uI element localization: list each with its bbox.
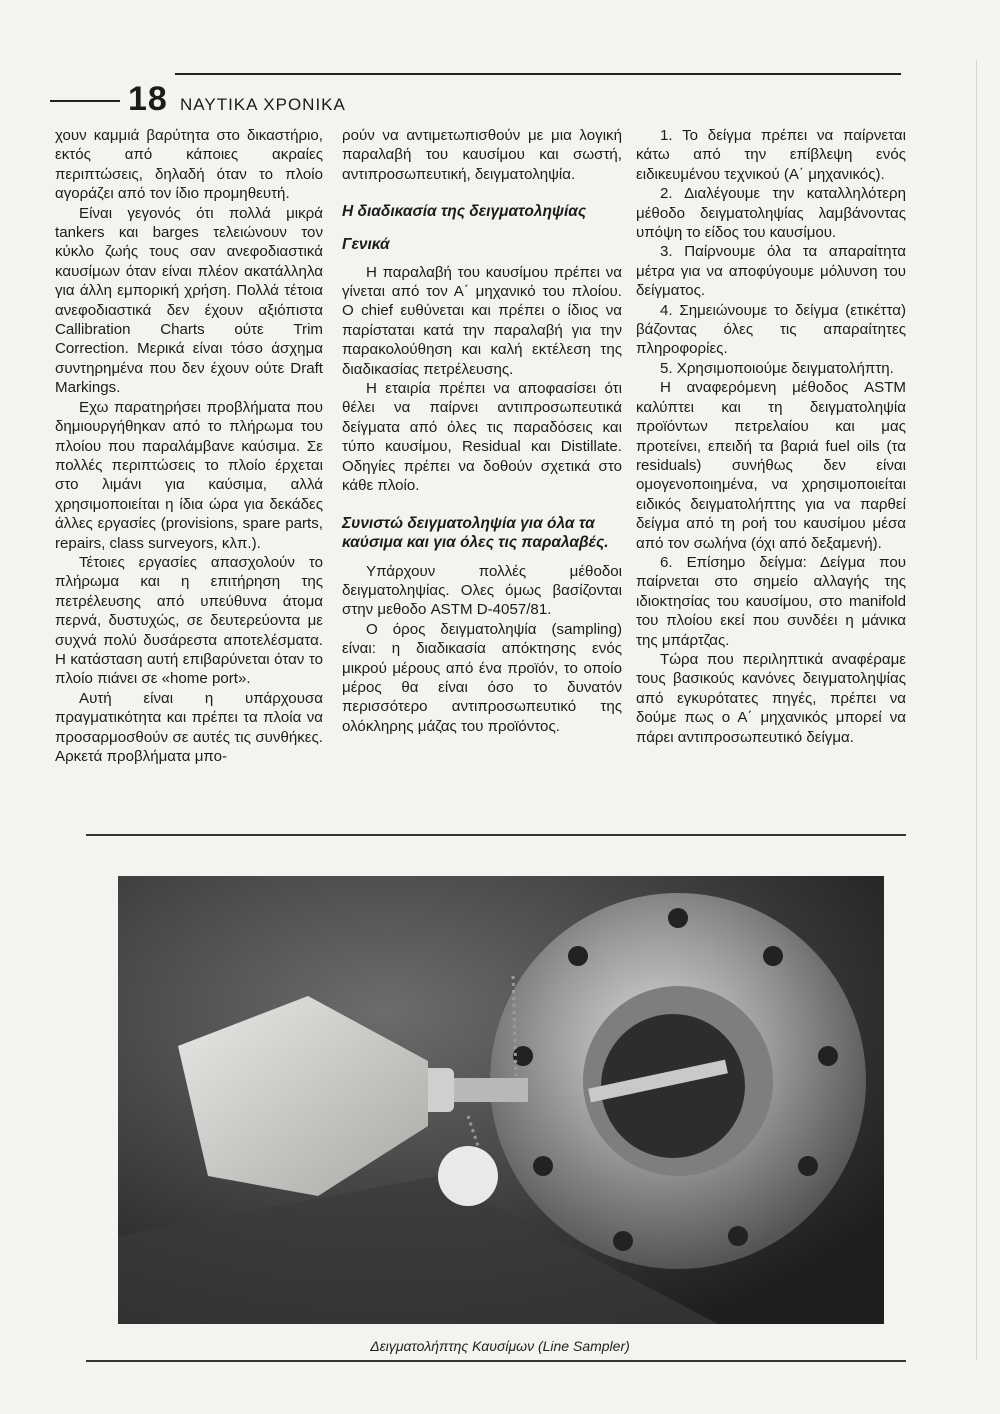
figure-caption: Δειγματολήπτης Καυσίμων (Line Sampler) [370,1338,630,1354]
list-item: 2. Διαλέγουμε την καταλληλότερη μέθοδο δειγματοληψίας λαμβάνοντας υπόψη το είδος του καυσίμου. [636,185,906,242]
list-item: 4. Σημειώνουμε το δείγμα (ετικέττα) βάζοντας όλες τις απαραίτητες πληροφορίες. [636,301,906,358]
section-heading: Η διαδικασία της δειγματοληψίας [342,203,587,221]
paragraph: Υπάρχουν πολλές μέθοδοι δειγματοληψίας. Ολες όμως βασίζονται στην μεθοδο ASTM D-4057/81. [342,562,622,619]
page-number: 18 [128,80,168,118]
sampler-cap [438,1146,498,1206]
paragraph: Ο όρος δειγματοληψία (sampling) είναι: η διαδικασία απόκτησης ενός μικρού μέρους από ένα προϊόν, το οποίο μέρος θα είναι όσο το δυνατόν περισσότερο αντιπροσωπευτικό της ολόκληρης μάζας του προϊόντος. [342,620,622,735]
figure-bottom-rule [86,1360,906,1362]
paragraph: Εχω παρατηρήσει προβλήματα που δημιουργήθηκαν από το πλήρωμα του πλοίου που παραλάμβανε καύσιμα. Σε πολλές περιπτώσεις το πλοίο έρχεται στο λιμάνι για καύσιμα, αλλά χρησιμοποιείται η ίδια ώρα για δεκάδες άλλες εργασίες (provisions, spare parts, repairs, class surveyors, κλπ.). [55,398,323,552]
flange-shape [490,893,866,1269]
paragraph: ρούν να αντιμετωπισθούν με μια λογική παραλαβή του καυσίμου και σωστή, αντιπροσωπευτική, δειγματοληψία. [342,127,622,183]
paragraph: Η εταιρία πρέπει να αποφασίσει ότι θέλει να παίρνει αντιπροσωπευτικά δείγματα από όλες τις παραδόσεις και τύπο καυσίμου, Residual και Distillate. Οδηγίες πρέπει να δοθούν σχετικά στο κάθε πλοίο. [342,380,622,495]
text-column-3 [636,126,906,747]
section-heading: Συνιστώ δειγματοληψία για όλα τα καύσιμα και για όλες τις παραλαβές. [342,514,609,551]
header-rule [175,73,901,75]
paragraph: Αυτή είναι η υπάρχουσα πραγματικότητα και πρέπει τα πλοία να προσαρμοσθούν σε αυτές τις συνθήκες. Αρκετά προβλήματα μπο- [55,689,323,765]
paragraph: Η παραλαβή του καυσίμου πρέπει να γίνεται από τον Α΄ μηχανικό του πλοίου. Ο chief ευθύνεται και πρέπει ο ίδιος να παρίσταται κατά την παραλαβή για την παρακολούθηση και καλή εκτέλεση της διαδικασίας πετρέλευσης. [342,263,622,378]
list-item: 3. Παίρνουμε όλα τα απαραίτητα μέτρα για να αποφύγουμε μόλυνση του δείγματος. [636,243,906,300]
photo-illustration [118,876,884,1324]
journal-title: ΝΑΥΤΙΚΑ ΧΡΟΝΙΚΑ [180,95,346,114]
paragraph: Είναι γεγονός ότι πολλά μικρά tankers και barges τελειώνουν τον κύκλο ζωής τους σαν ανεφοδιαστικά καυσίμων όταν είναι πλέον ακατάλληλα για άλλη εμπορική χρήση. Πολλά τέτοια ανεφοδιαστικά δεν έχουν αξιόπιστα Callibration Charts ούτε Trim Correction. Μερικά είναι τόσο άσχημα συντηρημένα που δεν έχουν ούτε Draft Markings. [55,204,323,397]
paragraph: Τέτοιες εργασίες απασχολούν το πλήρωμα και η επιτήρηση της πετρέλευσης από υπεύθυνα άτομα περνά, δυστυχώς, σε δευτερεύοντα με συχνά πολύ δυσάρεστα αποτελέσματα. Η κατάσταση αυτή επιβαρύνεται όταν το πλοίο πιάνει σε «home port». [55,553,323,688]
list-item: 1. Το δείγμα πρέπει να παίρνεται κάτω από την επίβλεψη ενός ειδικευμένου τεχνικού (Α΄ μηχανικός). [636,127,906,183]
list-item: 5. Χρησιμοποιούμε δειγματολήπτη. [660,359,894,377]
text-column-2 [342,126,622,736]
list-item: 6. Επίσημο δείγμα: Δείγμα που παίρνεται στο σημείο αλλαγής της ιδιοκτησίας του καυσίμου, στο manifold του πλοίου εκεί που συνδέει η μάνικα της μπάρτζας. [636,553,906,649]
figure-top-rule [86,834,906,836]
line-sampler-photo [118,876,884,1324]
paragraph: Τώρα που περιληπτικά αναφέραμε τους βασικούς κανόνες δειγματοληψίας από εγκυρότατες πηγές, πρέπει να δούμε πως ο Α΄ μηχανικός μπορεί να πάρει αντιπροσωπευτικό δείγμα. [636,650,906,746]
header-rule-left [50,100,120,102]
page-edge-line [976,60,977,1360]
paragraph: Η αναφερόμενη μέθοδος ASTM καλύπτει και τη δειγματοληψία προϊόντων πετρελαίου και μας προτείνει, επειδή τα βαριά fuel oils (τα residuals) συνήθως δεν είναι ομογενοποιημένα, να χρησιμοποιείται ειδικός δειγματολήπτης για να παρθεί δείγμα από τη ροή του καυσίμου μέσα από τον σωλήνα (όχι από δεξαμενή). [636,379,906,552]
subsection-heading: Γενικά [342,236,390,254]
paragraph: χουν καμμιά βαρύτητα στο δικαστήριο, εκτός από κάποιες ακραίες περιπτώσεις, δηλαδή όταν το πλοίο αγοράζει από τον ίδιο προμηθευτή. [55,127,323,203]
text-column-1 [55,126,323,766]
